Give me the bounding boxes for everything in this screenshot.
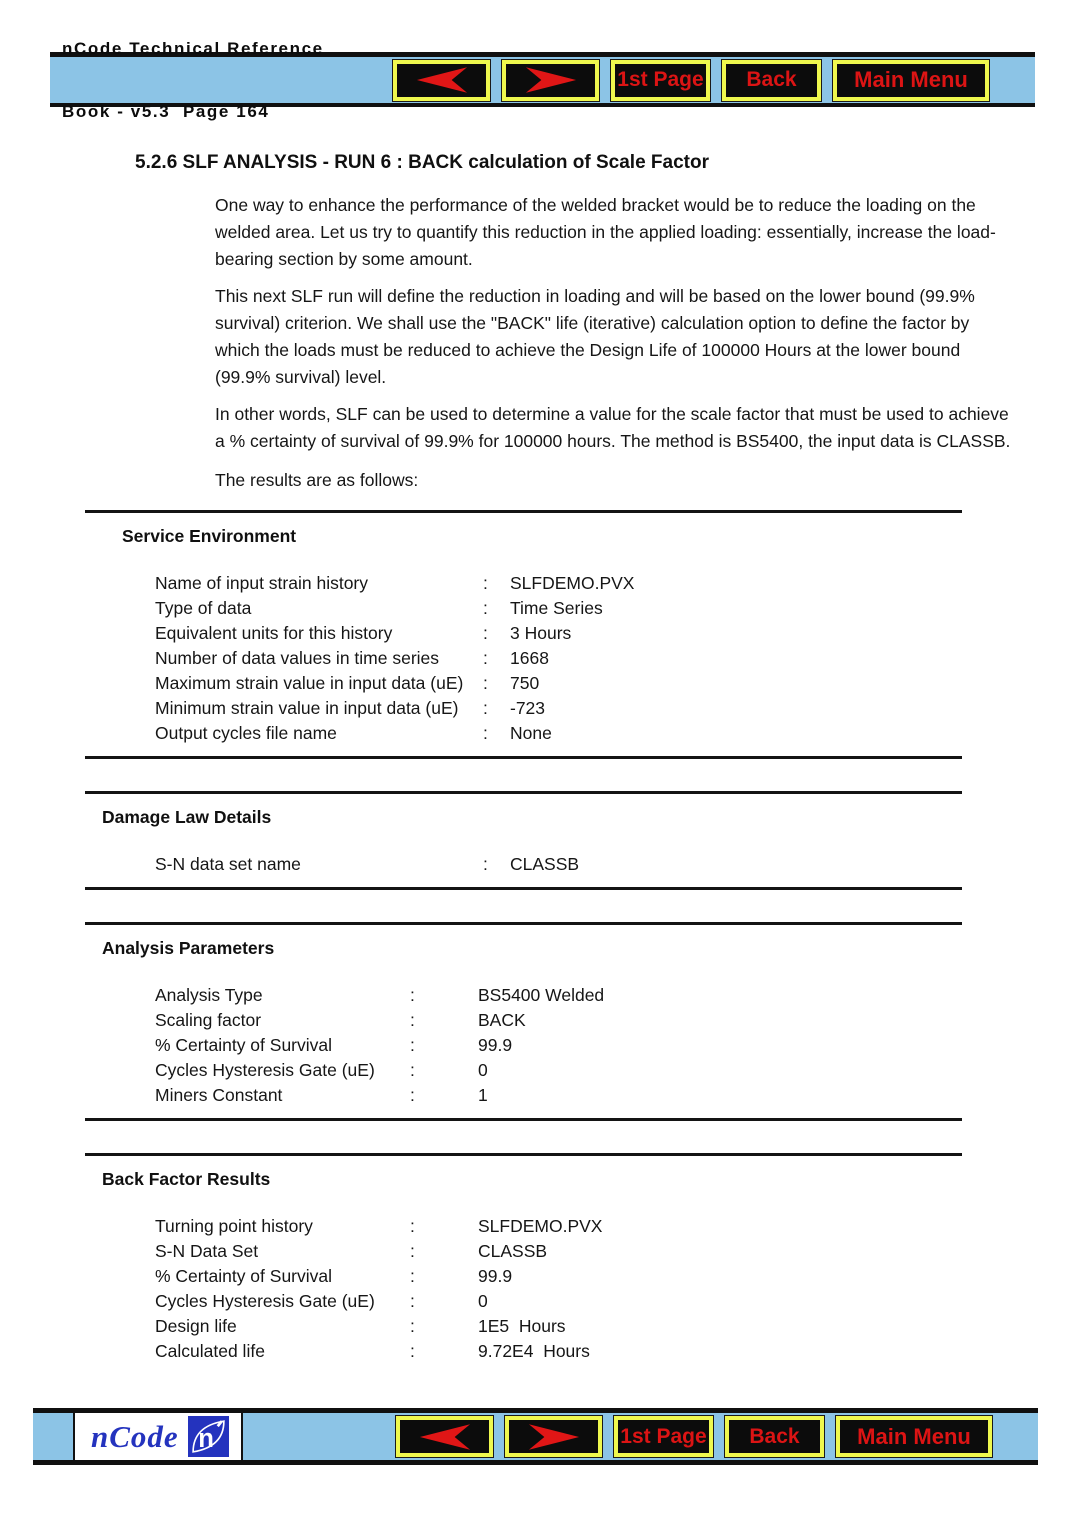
table-row xyxy=(155,1289,1080,1314)
first-page-button[interactable]: 1st Page xyxy=(611,60,710,101)
header-nav xyxy=(393,60,1035,101)
row-colon: : xyxy=(410,985,415,1005)
row-value: 1668 xyxy=(510,648,549,668)
footer-nav xyxy=(396,1416,1038,1457)
row-value: SLFDEMO.PVX xyxy=(478,1216,603,1236)
main-menu-button[interactable]: Main Menu xyxy=(833,60,989,101)
row-value: CLASSB xyxy=(478,1241,548,1261)
ncode-logo xyxy=(73,1413,243,1460)
paragraph: In other words, SLF can be used to determine a value for the scale factor that must be used to achieve a % certainty of survival of 99.9% for 100000 hours. The method is BS5400, the input data is CLASSB. xyxy=(215,404,1011,451)
paragraph: One way to enhance the performance of the welded bracket would be to reduce the loading on the welded area. Let us try to quantify this reduction in the applied loading: essentially, increase the load-bearing section by some amount. xyxy=(215,195,996,269)
back-button[interactable]: Back xyxy=(725,1416,824,1457)
paragraph: This next SLF run will define the reduction in loading and will be based on the lower bound (99.9% survival) criterion. We shall use the "BACK" life (iterative) calculation option to define the factor by which the loads must be reduced to achieve the Design Life of 100000 Hours at the lower bound (99.9% survival) level. xyxy=(215,286,975,387)
row-label: Name of input strain history xyxy=(155,573,369,593)
svg-text:n: n xyxy=(197,1424,214,1453)
header-bar xyxy=(50,39,1035,121)
prev-page-button[interactable] xyxy=(396,1416,493,1457)
header-title-line1: nCode Technical Reference xyxy=(62,39,324,58)
row-value: 9.72E4 Hours xyxy=(478,1341,590,1361)
table-row xyxy=(155,1339,1080,1364)
row-value: -723 xyxy=(510,698,546,718)
row-label: S-N Data Set xyxy=(155,1241,259,1261)
table-row xyxy=(155,721,1080,746)
row-value: SLFDEMO.PVX xyxy=(510,573,635,593)
row-value: 0 xyxy=(478,1060,488,1080)
right-arrow-icon xyxy=(527,1423,581,1451)
row-colon: : xyxy=(483,623,488,643)
row-colon: : xyxy=(483,673,488,693)
row-colon: : xyxy=(483,698,488,718)
analysis-parameters-rows xyxy=(155,983,1080,1108)
row-value: 1E5 Hours xyxy=(478,1316,566,1336)
row-colon: : xyxy=(410,1241,415,1261)
main-menu-button[interactable]: Main Menu xyxy=(836,1416,992,1457)
divider xyxy=(85,510,962,513)
row-label: Number of data values in time series xyxy=(155,648,440,668)
section-title-back-factor-results: Back Factor Results xyxy=(102,1169,271,1189)
table-row xyxy=(155,596,1080,621)
row-colon: : xyxy=(410,1010,415,1030)
table-row xyxy=(155,983,1080,1008)
table-row xyxy=(155,852,1080,877)
ncode-logo-text: nCode xyxy=(91,1419,179,1454)
header-title-line2: Book - v5.3 Page 164 xyxy=(62,102,270,121)
row-label: Minimum strain value in input data (uE) xyxy=(155,698,459,718)
row-label: % Certainty of Survival xyxy=(155,1266,333,1286)
prev-page-button[interactable] xyxy=(393,60,490,101)
row-value: 3 Hours xyxy=(510,623,572,643)
row-colon: : xyxy=(410,1266,415,1286)
row-value: Time Series xyxy=(510,598,603,618)
document-content xyxy=(0,130,1080,1364)
table-row xyxy=(155,646,1080,671)
back-factor-results-rows xyxy=(155,1214,1080,1364)
table-row xyxy=(155,696,1080,721)
service-environment-rows xyxy=(155,571,1080,746)
table-row xyxy=(155,1239,1080,1264)
row-value: BS5400 Welded xyxy=(478,985,605,1005)
row-label: Maximum strain value in input data (uE) xyxy=(155,673,464,693)
row-label: Turning point history xyxy=(155,1216,313,1236)
row-label: Type of data xyxy=(155,598,252,618)
row-value: None xyxy=(510,723,552,743)
table-row xyxy=(155,1214,1080,1239)
left-arrow-icon xyxy=(415,66,469,94)
footer-bar xyxy=(33,1408,1038,1465)
section-title-damage-law-details: Damage Law Details xyxy=(102,807,272,827)
row-colon: : xyxy=(483,648,488,668)
next-page-button[interactable] xyxy=(502,60,599,101)
row-label: Calculated life xyxy=(155,1341,265,1361)
table-row xyxy=(155,1008,1080,1033)
row-colon: : xyxy=(483,598,488,618)
table-row xyxy=(155,571,1080,596)
first-page-button[interactable]: 1st Page xyxy=(614,1416,713,1457)
row-label: Output cycles file name xyxy=(155,723,337,743)
page-title: 5.2.6 SLF ANALYSIS - RUN 6 : BACK calculation of Scale Factor xyxy=(135,152,709,173)
row-colon: : xyxy=(483,854,488,874)
row-colon: : xyxy=(410,1060,415,1080)
row-colon: : xyxy=(410,1085,415,1105)
row-label: Equivalent units for this history xyxy=(155,623,393,643)
back-button[interactable]: Back xyxy=(722,60,821,101)
row-value: 0 xyxy=(478,1291,488,1311)
divider xyxy=(85,791,962,794)
table-row xyxy=(155,1264,1080,1289)
row-label: Cycles Hysteresis Gate (uE) xyxy=(155,1291,375,1311)
divider xyxy=(85,1153,962,1156)
damage-law-rows xyxy=(155,852,1080,877)
left-arrow-icon xyxy=(418,1423,472,1451)
row-label: Miners Constant xyxy=(155,1085,283,1105)
row-value: CLASSB xyxy=(510,854,580,874)
row-label: Scaling factor xyxy=(155,1010,262,1030)
row-label: Design life xyxy=(155,1316,237,1336)
divider xyxy=(85,1118,962,1121)
section-title-service-environment: Service Environment xyxy=(122,526,297,546)
table-row xyxy=(155,1058,1080,1083)
divider xyxy=(85,756,962,759)
paragraph: The results are as follows: xyxy=(215,470,419,490)
row-value: BACK xyxy=(478,1010,526,1030)
row-label: Cycles Hysteresis Gate (uE) xyxy=(155,1060,375,1080)
divider xyxy=(85,887,962,890)
row-value: 750 xyxy=(510,673,540,693)
table-row xyxy=(155,621,1080,646)
row-value: 99.9 xyxy=(478,1266,513,1286)
next-page-button[interactable] xyxy=(505,1416,602,1457)
row-value: 1 xyxy=(478,1085,488,1105)
row-colon: : xyxy=(410,1216,415,1236)
table-row xyxy=(155,1083,1080,1108)
row-label: % Certainty of Survival xyxy=(155,1035,333,1055)
ncode-logo-icon xyxy=(188,1416,229,1457)
row-colon: : xyxy=(410,1291,415,1311)
table-row xyxy=(155,671,1080,696)
row-colon: : xyxy=(410,1035,415,1055)
row-colon: : xyxy=(483,573,488,593)
divider xyxy=(85,922,962,925)
table-row xyxy=(155,1314,1080,1339)
row-label: Analysis Type xyxy=(155,985,263,1005)
row-colon: : xyxy=(410,1316,415,1336)
row-value: 99.9 xyxy=(478,1035,513,1055)
table-row xyxy=(155,1033,1080,1058)
row-colon: : xyxy=(483,723,488,743)
row-label: S-N data set name xyxy=(155,854,301,874)
row-colon: : xyxy=(410,1341,415,1361)
right-arrow-icon xyxy=(524,66,578,94)
section-title-analysis-parameters: Analysis Parameters xyxy=(102,938,275,958)
